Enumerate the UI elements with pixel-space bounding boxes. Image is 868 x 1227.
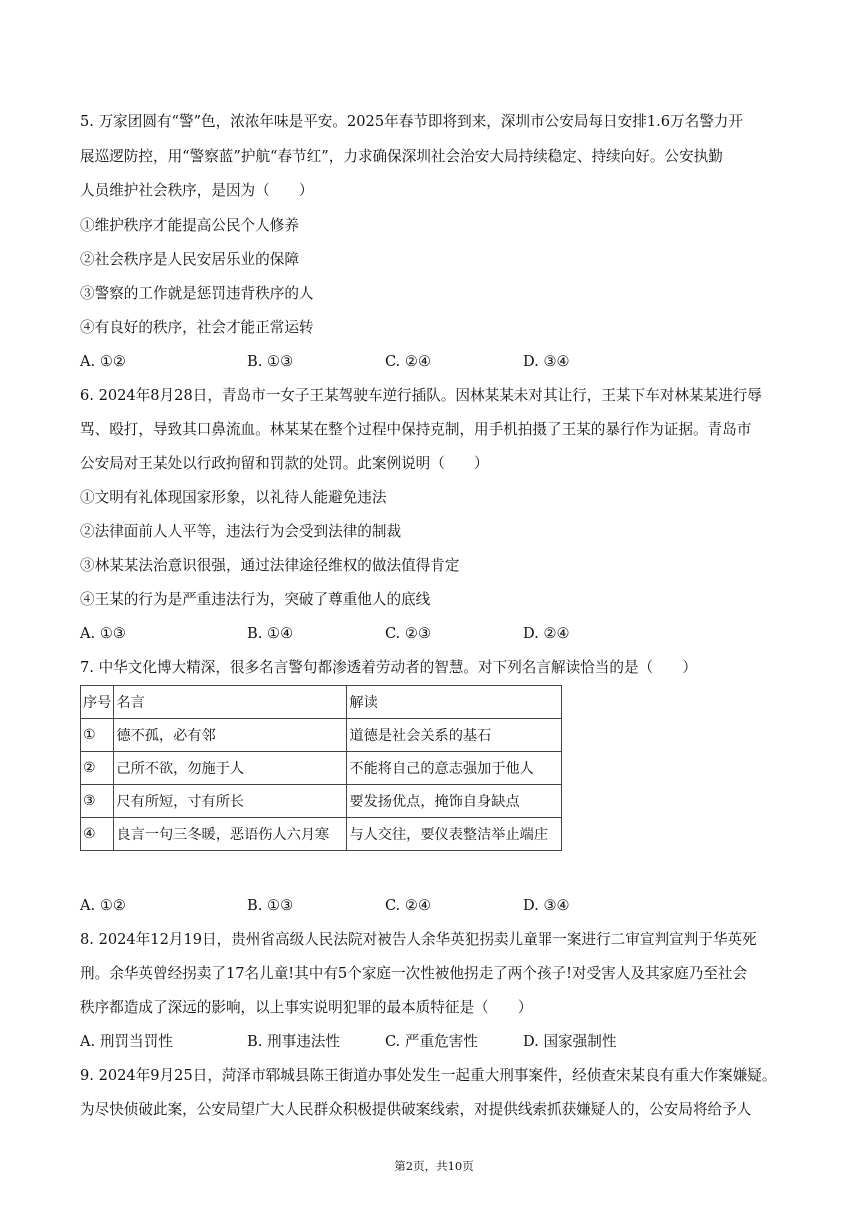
q6-stem-line-1: 6. 2024年8月28日，青岛市一女子王某驾驶车逆行插队。因林某某未对其让行，王某下车对林某某进行辱 xyxy=(80,387,762,404)
q8-stem-line-1: 8. 2024年12月19日，贵州省高级人民法院对被告人余华英犯拐卖儿童罪一案进行二审宣判宣判于华英死 xyxy=(80,931,757,948)
table-cell: ① xyxy=(81,719,114,752)
q6-statement-3: ③林某某法治意识很强，通过法律途径维权的做法值得肯定 xyxy=(80,557,460,574)
q5-statement-3: ③警察的工作就是惩罚违背秩序的人 xyxy=(80,285,314,302)
q5-stem-line-1: 5. 万家团圆有“警”色，浓浓年味是平安。2025年春节即将到来，深圳市公安局每日安排1.6万名警力开 xyxy=(80,113,743,130)
page-footer: 第2页，共10页 xyxy=(394,1159,474,1173)
table-cell: 道德是社会关系的基石 xyxy=(347,719,562,752)
table-cell: 己所不欲，勿施于人 xyxy=(114,752,347,785)
quote-table xyxy=(80,685,562,851)
table-header-cell: 解读 xyxy=(347,686,562,719)
table-cell: 与人交往，要仪表整洁举止端庄 xyxy=(347,818,562,851)
table-cell: ② xyxy=(81,752,114,785)
q5-stem-line-3: 人员维护社会秩序，是因为（ ） xyxy=(80,182,314,199)
q6-option-c[interactable]: C. ②③ xyxy=(385,625,432,642)
q8-option-b[interactable]: B. 刑事违法性 xyxy=(247,1033,340,1050)
q6-stem-line-2: 骂、殴打，导致其口鼻流血。林某某在整个过程中保持克制，用手机拍摄了王某的暴行作为证据。青岛市 xyxy=(80,421,752,438)
q6-statement-2: ②法律面前人人平等，违法行为会受到法律的制裁 xyxy=(80,523,402,540)
q8-stem-line-2: 刑。余华英曾经拐卖了17名儿童!其中有5个家庭一次性被他拐走了两个孩子!对受害人及其家庭乃至社会 xyxy=(80,965,748,982)
q5-stem-line-2: 展巡逻防控，用“警察蓝”护航“春节红”，力求确保深圳社会治安大局持续稳定、持续向好。公安执勤 xyxy=(80,148,723,165)
q9-stem-line-1: 9. 2024年9月25日，菏泽市郓城县陈王街道办事处发生一起重大刑事案件，经侦查宋某良有重大作案嫌疑。 xyxy=(80,1067,777,1084)
q5-statement-1: ①维护秩序才能提高公民个人修养 xyxy=(80,217,299,234)
q6-option-d[interactable]: D. ②④ xyxy=(523,625,570,642)
table-cell: ④ xyxy=(81,818,114,851)
q8-option-a[interactable]: A. 刑罚当罚性 xyxy=(80,1033,173,1050)
table-row xyxy=(81,785,562,818)
q5-option-a[interactable]: A. ①② xyxy=(80,353,126,370)
q8-stem-line-3: 秩序都造成了深远的影响，以上事实说明犯罪的最本质特征是（ ） xyxy=(80,999,533,1016)
q7-option-a[interactable]: A. ①② xyxy=(80,897,126,914)
q5-option-b[interactable]: B. ①③ xyxy=(247,353,294,370)
q7-stem: 7. 中华文化博大精深，很多名言警句都渗透着劳动者的智慧。对下列名言解读恰当的是（ ） xyxy=(80,659,697,676)
table-cell: ③ xyxy=(81,785,114,818)
q7-option-c[interactable]: C. ②④ xyxy=(385,897,432,914)
q6-statement-1: ①文明有礼体现国家形象，以礼待人能避免违法 xyxy=(80,489,387,506)
table-row xyxy=(81,818,562,851)
q5-option-c[interactable]: C. ②④ xyxy=(385,353,432,370)
q5-option-d[interactable]: D. ③④ xyxy=(523,353,570,370)
table-cell: 不能将自己的意志强加于他人 xyxy=(347,752,562,785)
q6-stem-line-3: 公安局对王某处以行政拘留和罚款的处罚。此案例说明（ ） xyxy=(80,455,489,472)
q6-option-a[interactable]: A. ①③ xyxy=(80,625,126,642)
table-row xyxy=(81,719,562,752)
q7-option-d[interactable]: D. ③④ xyxy=(523,897,570,914)
q7-option-b[interactable]: B. ①③ xyxy=(247,897,294,914)
q9-stem-line-2: 为尽快侦破此案，公安局望广大人民群众积极提供破案线索，对提供线索抓获嫌疑人的，公安局将给予人 xyxy=(80,1101,752,1118)
table-header-row xyxy=(81,686,562,719)
q8-option-c[interactable]: C. 严重危害性 xyxy=(385,1033,478,1050)
q8-option-d[interactable]: D. 国家强制性 xyxy=(523,1033,617,1050)
table-cell: 要发扬优点，掩饰自身缺点 xyxy=(347,785,562,818)
q6-statement-4: ④王某的行为是严重违法行为，突破了尊重他人的底线 xyxy=(80,591,431,608)
table-header-cell: 序号 xyxy=(81,686,114,719)
table-cell: 德不孤，必有邻 xyxy=(114,719,347,752)
q5-statement-2: ②社会秩序是人民安居乐业的保障 xyxy=(80,251,299,268)
table-row xyxy=(81,752,562,785)
q5-statement-4: ④有良好的秩序，社会才能正常运转 xyxy=(80,319,314,336)
table-cell: 良言一句三冬暖，恶语伤人六月寒 xyxy=(114,818,347,851)
table-cell: 尺有所短，寸有所长 xyxy=(114,785,347,818)
q6-option-b[interactable]: B. ①④ xyxy=(247,625,294,642)
table-header-cell: 名言 xyxy=(114,686,347,719)
